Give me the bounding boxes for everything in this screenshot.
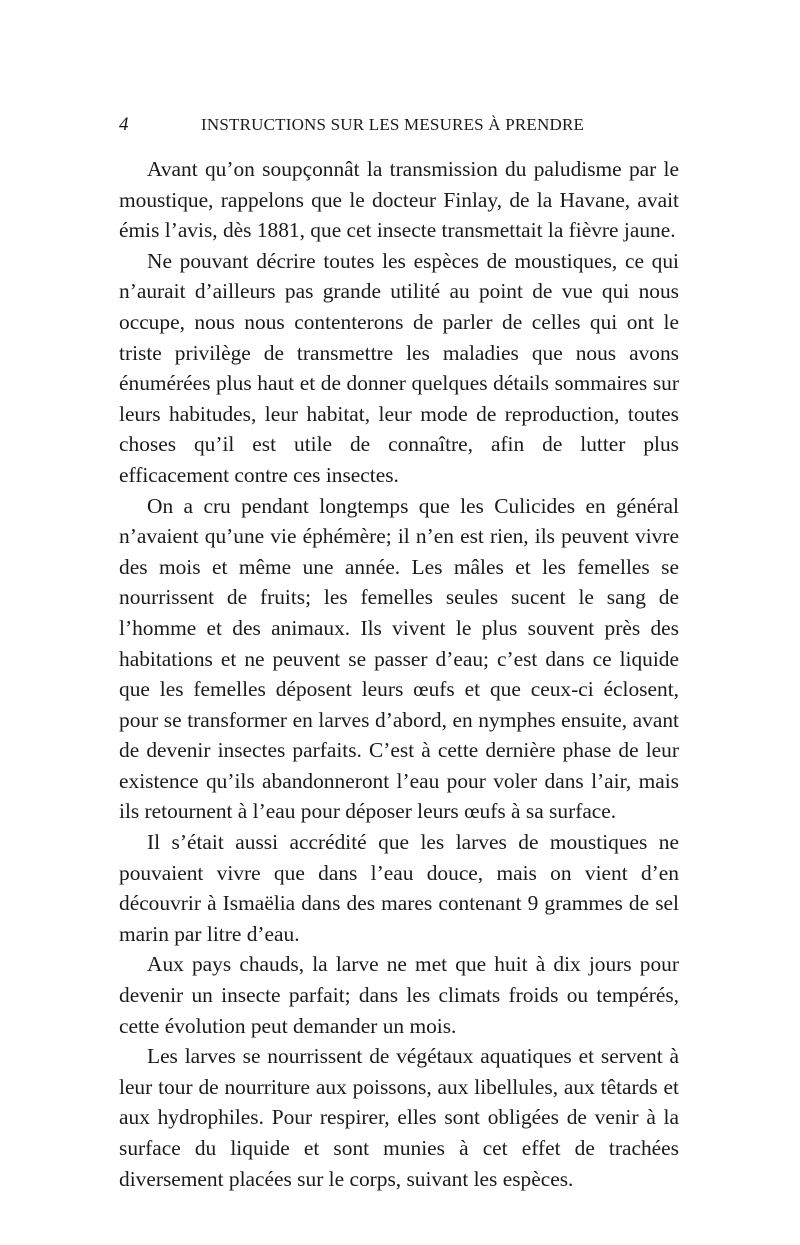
running-title: INSTRUCTIONS SUR LES MESURES À PRENDRE xyxy=(201,115,585,134)
paragraph-larvae: Les larves se nourrissent de végétaux aquatiques et servent à leur tour de nourriture aux poissons, aux libellules, aux têtards et aux hydrophiles. Pour respirer, elles sont obligées de venir à la surface du liquide et sont munies à cet effet de trachées diversement placées sur le corps, suivant les espèces. xyxy=(119,1044,679,1191)
paragraph-salt-water: Il s’était aussi accrédité que les larves de moustiques ne pouvaient vivre que dans l’eau douce, mais on vient d’en découvrir à Ismaëlia dans des mares contenant 9 grammes de sel marin par litre d’eau. xyxy=(119,830,679,946)
body-text xyxy=(119,154,679,1194)
book-page xyxy=(119,114,679,1194)
paragraph-finlay: Avant qu’on soupçonnât la transmission du paludisme par le moustique, rappelons que le docteur Finlay, de la Havane, avait émis l’avis, dès 1881, que cet insecte transmettait la fièvre jaune. xyxy=(119,157,679,243)
running-head xyxy=(119,114,679,144)
paragraph-lifespan: On a cru pendant longtemps que les Culicides en général n’avaient qu’une vie éphémère; il n’en est rien, ils peuvent vivre des mois et même une année. Les mâles et les femelles se nourrissent de fruits; les femelles seules sucent le sang de l’homme et des animaux. Ils vivent le plus souvent près des habitations et ne peuvent se passer d’eau; c’est dans ce liquide que les femelles déposent leurs œufs et que ceux-ci éclosent, pour se transformer en larves d’abord, en nymphes ensuite, avant de devenir insectes parfaits. C’est à cette dernière phase de leur existence qu’ils abandonneront l’eau pour voler dans l’air, mais ils retournent à l’eau pour déposer leurs œufs à sa surface. xyxy=(119,493,679,824)
paragraph-species: Ne pouvant décrire toutes les espèces de moustiques, ce qui n’aurait d’ailleurs pas grande utilité au point de vue qui nous occupe, nous nous contenterons de parler de celles qui ont le triste privilège de transmettre les maladies que nous avons énumérées plus haut et de donner quelques détails sommaires sur leurs habitudes, leur habitat, leur mode de reproduction, toutes choses qu’il est utile de connaître, afin de lutter plus efficacement contre ces insectes. xyxy=(119,248,679,487)
page-number: 4 xyxy=(119,114,129,135)
paragraph-climate: Aux pays chauds, la larve ne met que huit à dix jours pour devenir un insecte parfait; dans les climats froids ou tempérés, cette évolution peut demander un mois. xyxy=(119,952,679,1038)
